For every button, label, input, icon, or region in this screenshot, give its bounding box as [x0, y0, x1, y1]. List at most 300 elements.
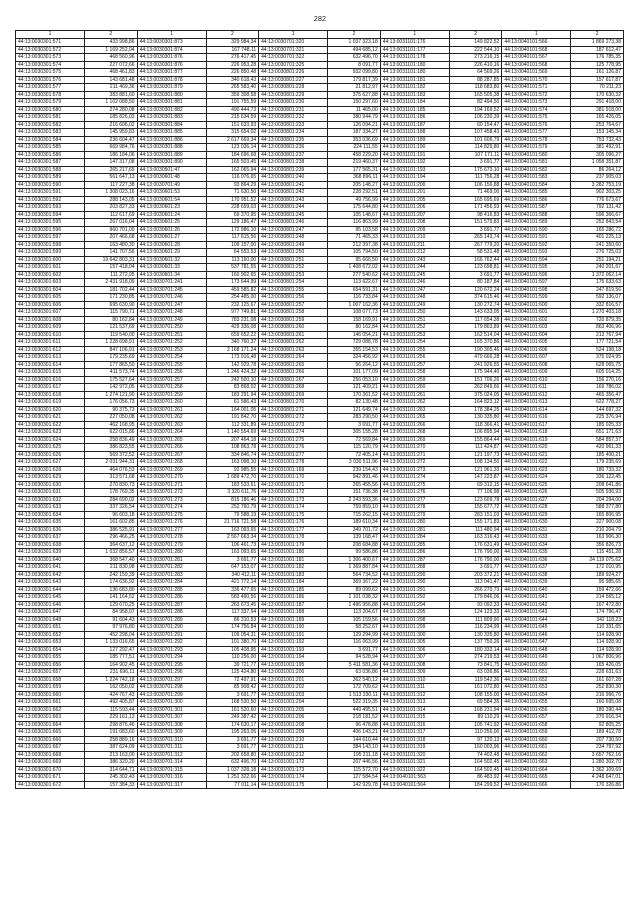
cadastral-value-cell: 165 286,72	[571, 226, 624, 234]
table-row	[16, 519, 624, 527]
cadastral-value-cell: 2 567 663,34	[206, 534, 259, 542]
cadastral-value-cell: 208 684,88	[328, 541, 381, 549]
cadastral-number-cell: 44:13:0040101:662	[502, 751, 571, 759]
table-row	[16, 496, 624, 504]
table-row	[16, 451, 624, 459]
cadastral-value-cell: 324 456,92	[328, 354, 381, 362]
cadastral-value-cell: 191 755,59	[206, 99, 259, 107]
cadastral-number-cell: 44:13:0040101:654	[502, 691, 571, 699]
cadastral-value-cell: 433 998,86	[85, 39, 138, 47]
cadastral-number-cell: 44:13:0030701:274	[137, 504, 206, 512]
cadastral-number-cell: 44:13:0030301:626	[16, 451, 85, 459]
cadastral-value-cell: 116 063,99	[328, 639, 381, 647]
table-row	[16, 399, 624, 407]
cadastral-value-cell: 194 169,52	[449, 106, 502, 114]
table-row	[16, 421, 624, 429]
cadastral-number-cell: 44:13:0030301:653	[16, 639, 85, 647]
cadastral-value-cell: 459 585,82	[206, 286, 259, 294]
table-row	[16, 46, 624, 54]
cadastral-number-cell: 44:13:0030701:263	[137, 421, 206, 429]
cadastral-number-cell: 44:13:0040101:659	[502, 729, 571, 737]
cadastral-number-cell: 44:13:0031101:178	[380, 54, 449, 62]
cadastral-number-cell: 44:13:0031101:249	[380, 301, 449, 309]
table-row	[16, 721, 624, 729]
cadastral-value-cell: 1 869 273,38	[571, 39, 624, 47]
cadastral-number-cell: 44:13:0030701:267	[137, 451, 206, 459]
cadastral-number-cell: 44:13:0030301:589	[16, 174, 85, 182]
page-number: 282	[313, 16, 327, 23]
cadastral-number-cell: 44:13:0040101:613	[502, 399, 571, 407]
cadastral-number-cell: 44:13:0031001:172	[259, 759, 328, 767]
cadastral-value-cell: 368 547,40	[85, 556, 138, 564]
cadastral-number-cell: 44:13:0040101:633	[502, 534, 571, 542]
cadastral-value-cell: 151 579,83	[449, 219, 502, 227]
cadastral-number-cell: 44:13:0030801:235	[259, 136, 328, 144]
cadastral-value-cell: 101 606,79	[449, 136, 502, 144]
cadastral-value-cell: 3 691,77	[449, 159, 502, 167]
cadastral-number-cell: 44:13:0031101:260	[380, 384, 449, 392]
cadastral-value-cell: 79 588,19	[206, 511, 259, 519]
cadastral-number-cell: 44:13:0040101:653	[502, 684, 571, 692]
cadastral-number-cell: 44:13:0031101:320	[380, 751, 449, 759]
cadastral-number-cell: 44:13:0040101:611	[502, 384, 571, 392]
cadastral-value-cell: 256 053,10	[328, 376, 381, 384]
cadastral-value-cell: 651 171,63	[571, 429, 624, 437]
cadastral-number-cell: 44:13:0040101:598	[502, 286, 571, 294]
cadastral-number-cell: 44:13:0031001:193	[259, 646, 328, 654]
cadastral-value-cell: 129 670,25	[85, 601, 138, 609]
table-row	[16, 526, 624, 534]
cadastral-value-cell: 106 156,88	[449, 181, 502, 189]
cadastral-value-cell: 569 372,52	[85, 451, 138, 459]
cadastral-number-cell: 44:13:0040101:649	[502, 654, 571, 662]
cadastral-number-cell: 44:13:0031101:309	[380, 669, 449, 677]
cadastral-number-cell: 44:13:0030301:882	[137, 106, 206, 114]
cadastral-value-cell: 97 120,13	[449, 736, 502, 744]
cadastral-value-cell: 247 819,56	[571, 286, 624, 294]
cadastral-value-cell: 164 001,05	[206, 406, 259, 414]
cadastral-value-cell: 1 270 403,18	[571, 309, 624, 317]
cadastral-value-cell: 214 565,12	[571, 594, 624, 602]
cadastral-number-cell: 44:13:0031001:273	[259, 421, 328, 429]
table-row	[16, 534, 624, 542]
cadastral-number-cell: 44:13:0031001:204	[259, 699, 328, 707]
cadastral-number-cell: 44:13:0031101:200	[380, 181, 449, 189]
cadastral-number-cell: 44:13:0031001:200	[259, 669, 328, 677]
cadastral-value-cell: 1 228 698,91	[85, 339, 138, 347]
cadastral-value-cell: 561 647,13	[85, 174, 138, 182]
cadastral-value-cell: 375 024,95	[571, 354, 624, 362]
cadastral-value-cell: 129 186,47	[206, 219, 259, 227]
cadastral-value-cell: 113 622,67	[328, 279, 381, 287]
cadastral-value-cell: 86 310,53	[206, 616, 259, 624]
cadastral-number-cell: 44:13:0030301:573	[16, 54, 85, 62]
cadastral-number-cell: 44:13:0030301:635	[16, 519, 85, 527]
cadastral-number-cell: 44:13:0031101:270	[380, 444, 449, 452]
cadastral-value-cell: 305 155,28	[328, 429, 381, 437]
cadastral-number-cell: 44:13:0030301:619	[16, 399, 85, 407]
column-header: 2	[206, 31, 259, 39]
cadastral-number-cell: 44:13:0040101:621	[502, 451, 571, 459]
cadastral-number-cell: 44:13:0030701:245	[137, 286, 206, 294]
cadastral-number-cell: 44:13:0031101:255	[380, 346, 449, 354]
cadastral-number-cell: 44:13:0030301:629	[16, 474, 85, 482]
table-row	[16, 759, 624, 767]
cadastral-number-cell: 44:13:0031001:202	[259, 684, 328, 692]
cadastral-number-cell: 44:13:0030301:880	[137, 91, 206, 99]
cadastral-number-cell: 44:13:0031001:172	[259, 489, 328, 497]
cadastral-value-cell: 19 642 803,31	[85, 256, 138, 264]
cadastral-number-cell: 44:13:0031001:189	[259, 616, 328, 624]
cadastral-value-cell: 369 367,22	[328, 579, 381, 587]
cadastral-number-cell: 44:13:0031101:295	[380, 609, 449, 617]
cadastral-value-cell: 189 924,27	[571, 571, 624, 579]
table-row	[16, 474, 624, 482]
table-row	[16, 226, 624, 234]
cadastral-number-cell: 44:13:0040101:624	[502, 474, 571, 482]
cadastral-value-cell: 783 231,08	[206, 316, 259, 324]
cadastral-value-cell: 106 895,94	[449, 429, 502, 437]
cadastral-number-cell: 44:13:0030801:268	[259, 384, 328, 392]
cadastral-value-cell: 164 502,45	[449, 766, 502, 774]
cadastral-number-cell: 44:13:0040101:574	[502, 106, 571, 114]
cadastral-value-cell: 155 864,44	[449, 436, 502, 444]
cadastral-value-cell: 374 615,46	[449, 294, 502, 302]
cadastral-value-cell: 336 477,65	[206, 586, 259, 594]
cadastral-value-cell: 180 390,44	[571, 706, 624, 714]
cadastral-number-cell: 44:13:0031101:201	[380, 189, 449, 197]
cadastral-value-cell: 632 496,70	[328, 54, 381, 62]
cadastral-number-cell: 44:13:0031101:272	[380, 459, 449, 467]
table-row	[16, 774, 624, 782]
cadastral-value-cell: 185 826,03	[85, 114, 138, 122]
cadastral-number-cell: 44:13:0040101:587	[502, 204, 571, 212]
cadastral-value-cell: 64 553,53	[206, 249, 259, 257]
cadastral-value-cell: 267 779,20	[449, 241, 502, 249]
cadastral-value-cell: 2 243 593,36	[328, 496, 381, 504]
cadastral-number-cell: 44:13:0031001:205	[259, 706, 328, 714]
cadastral-number-cell: 44:13:0040101:573	[502, 99, 571, 107]
cadastral-value-cell: 228 292,51	[328, 189, 381, 197]
cadastral-number-cell: 44:13:0040101:646	[502, 631, 571, 639]
cadastral-value-cell: 174 796,47	[571, 609, 624, 617]
table-row	[16, 436, 624, 444]
cadastral-value-cell: 174 756,84	[206, 624, 259, 632]
cadastral-value-cell: 332 816,57	[571, 301, 624, 309]
cadastral-number-cell: 44:13:0031001:182	[259, 564, 328, 572]
table-row	[16, 256, 624, 264]
cadastral-value-cell: 252 830,30	[571, 684, 624, 692]
cadastral-number-cell: 44:13:0030301:645	[16, 594, 85, 602]
cadastral-value-cell: 258 889,16	[85, 736, 138, 744]
cadastral-number-cell: 44:13:0030301:642	[16, 571, 85, 579]
cadastral-number-cell: 44:13:0030701:276	[137, 519, 206, 527]
cadastral-number-cell: 44:13:0031101:181	[380, 76, 449, 84]
cadastral-number-cell: 44:13:0030301:603	[16, 279, 85, 287]
cadastral-value-cell: 628 065,75	[571, 361, 624, 369]
cadastral-number-cell: 44:13:0030701:309	[137, 729, 206, 737]
cadastral-value-cell: 162 514,04	[449, 331, 502, 339]
cadastral-value-cell: 95 985,65	[571, 579, 624, 587]
cadastral-value-cell: 420 961,33	[571, 444, 624, 452]
cadastral-value-cell: 105 794,50	[328, 249, 381, 257]
cadastral-value-cell: 80 162,84	[85, 316, 138, 324]
cadastral-value-cell: 160 695,08	[571, 699, 624, 707]
cadastral-value-cell: 181 702,44	[85, 286, 138, 294]
cadastral-value-cell: 164 902,45	[85, 661, 138, 669]
cadastral-value-cell: 4 248 647,01	[571, 774, 624, 782]
cadastral-number-cell: 44:13:0030301:660	[16, 691, 85, 699]
cadastral-value-cell: 165 695,69	[449, 196, 502, 204]
cadastral-value-cell: 114 928,90	[571, 631, 624, 639]
cadastral-value-cell: 85 908,42	[206, 684, 259, 692]
cadastral-value-cell: 207 464,18	[206, 436, 259, 444]
cadastral-number-cell: 44:13:0030601:24	[137, 211, 206, 219]
cadastral-number-cell: 44:13:0040101:658	[502, 721, 571, 729]
table-row	[16, 571, 624, 579]
cadastral-value-cell: 105 159,56	[328, 616, 381, 624]
cadastral-value-cell: 151 706,26	[449, 376, 502, 384]
cadastral-value-cell: 150 297,60	[328, 99, 381, 107]
cadastral-number-cell: 44:13:0030701:296	[137, 669, 206, 677]
cadastral-number-cell: 44:13:0031101:193	[380, 166, 449, 174]
cadastral-number-cell: 44:13:0030701:279	[137, 541, 206, 549]
cadastral-value-cell: 942 891,46	[328, 474, 381, 482]
cadastral-number-cell: 44:13:0031101:322	[380, 766, 449, 774]
cadastral-number-cell: 44:13:0030701:257	[137, 376, 206, 384]
cadastral-number-cell: 44:13:0031101:298	[380, 616, 449, 624]
cadastral-value-cell: 632 496,70	[206, 759, 259, 767]
cadastral-value-cell: 172 010,95	[571, 564, 624, 572]
cadastral-value-cell: 212 397,38	[328, 241, 381, 249]
cadastral-value-cell: 176 056,73	[85, 399, 138, 407]
cadastral-number-cell: 44:13:0040101:666	[502, 781, 571, 789]
cadastral-number-cell: 44:13:0040101:619	[502, 436, 571, 444]
cadastral-value-cell: 178 769,35	[85, 489, 138, 497]
cadastral-number-cell: 44:13:0030301:878	[137, 76, 206, 84]
table-row	[16, 324, 624, 332]
cadastral-value-cell: 381 918,00	[571, 106, 624, 114]
cadastral-value-cell: 178 384,25	[449, 406, 502, 414]
cadastral-value-cell: 117 615,56	[206, 234, 259, 242]
cadastral-number-cell: 44:13:0031101:253	[380, 331, 449, 339]
cadastral-value-cell: 120 672,24	[449, 286, 502, 294]
cadastral-value-cell: 203 372,21	[449, 571, 502, 579]
cadastral-value-cell: 174 630,17	[206, 721, 259, 729]
cadastral-number-cell: 44:13:0030601:28	[137, 241, 206, 249]
cadastral-number-cell: 44:13:0030701:261	[137, 406, 206, 414]
cadastral-value-cell: 245 302,43	[85, 774, 138, 782]
cadastral-value-cell: 242 500,10	[206, 376, 259, 384]
cadastral-value-cell: 91 604,43	[85, 616, 138, 624]
cadastral-value-cell: 406 143,21	[328, 729, 381, 737]
table-row	[16, 106, 624, 114]
cadastral-value-cell: 274 280,08	[85, 106, 138, 114]
cadastral-value-cell: 729 088,78	[328, 339, 381, 347]
cadastral-number-cell: 44:13:0031101:185	[380, 106, 449, 114]
cadastral-value-cell: 187 612,47	[571, 46, 624, 54]
cadastral-number-cell: 44:13:0040101:568	[502, 46, 571, 54]
cadastral-number-cell: 44:13:0031101:313	[380, 699, 449, 707]
cadastral-value-cell: 207 446,56	[328, 759, 381, 767]
cadastral-value-cell: 234 797,92	[571, 744, 624, 752]
cadastral-number-cell: 44:13:0030701:310	[137, 736, 206, 744]
cadastral-number-cell: 44:13:0040101:618	[502, 429, 571, 437]
cadastral-value-cell: 157 384,33	[85, 781, 138, 789]
table-row	[16, 174, 624, 182]
cadastral-value-cell: 1 251 322,66	[206, 774, 259, 782]
table-row	[16, 166, 624, 174]
table-row	[16, 369, 624, 377]
cadastral-value-cell: 207 730,50	[571, 736, 624, 744]
cadastral-value-cell: 90 375,73	[85, 406, 138, 414]
cadastral-value-cell: 116 234,99	[449, 624, 502, 632]
cadastral-value-cell: 3 691,77	[449, 271, 502, 279]
cadastral-value-cell: 359 308,58	[206, 91, 259, 99]
cadastral-value-cell: 165 426,05	[571, 114, 624, 122]
cadastral-number-cell: 44:13:0031101:187	[380, 121, 449, 129]
cadastral-value-cell: 143 681,48	[85, 76, 138, 84]
cadastral-number-cell: 44:13:0030801:270	[259, 399, 328, 407]
cadastral-number-cell: 44:13:0030301:599	[16, 249, 85, 257]
cadastral-value-cell: 160 003,96	[449, 744, 502, 752]
cadastral-number-cell: 44:13:0031001:184	[259, 579, 328, 587]
cadastral-number-cell: 44:13:0040101:627	[502, 496, 571, 504]
cadastral-value-cell: 584 857,37	[571, 436, 624, 444]
cadastral-number-cell: 44:13:0030501:47	[137, 166, 206, 174]
cadastral-value-cell: 162 050,02	[85, 684, 138, 692]
cadastral-number-cell: 44:13:0030801:263	[259, 346, 328, 354]
table-row	[16, 766, 624, 774]
cadastral-number-cell: 44:13:0030801:242	[259, 189, 328, 197]
cadastral-value-cell: 368 896,11	[328, 174, 381, 182]
cadastral-number-cell: 44:13:0030301:586	[16, 151, 85, 159]
cadastral-number-cell: 44:13:0030301:881	[137, 99, 206, 107]
table-row	[16, 361, 624, 369]
cadastral-value-cell: 465 356,47	[571, 391, 624, 399]
cadastral-number-cell: 44:13:0030301:609	[16, 324, 85, 332]
cadastral-value-cell: 227 050,08	[85, 414, 138, 422]
table-row	[16, 376, 624, 384]
cadastral-value-cell: 208 641,86	[571, 481, 624, 489]
cadastral-number-cell: 44:13:0030701:286	[137, 594, 206, 602]
column-header: 1	[502, 31, 571, 39]
cadastral-number-cell: 44:13:0040101:567	[502, 54, 571, 62]
cadastral-number-cell: 44:13:0030301:607	[16, 309, 85, 317]
cadastral-value-cell: 170 326,86	[571, 781, 624, 789]
cadastral-number-cell: 44:13:0030301:576	[16, 76, 85, 84]
cadastral-value-cell: 213 767,94	[571, 331, 624, 339]
cadastral-value-cell: 159 472,66	[571, 586, 624, 594]
table-row	[16, 339, 624, 347]
cadastral-value-cell: 97 976,80	[85, 624, 138, 632]
cadastral-value-cell: 82 494,50	[449, 99, 502, 107]
cadastral-number-cell: 44:13:0031101:257	[380, 361, 449, 369]
cadastral-number-cell: 44:13:0040101:577	[502, 129, 571, 137]
cadastral-value-cell: 143 633,05	[449, 309, 502, 317]
cadastral-number-cell: 44:13:0040101:640	[502, 586, 571, 594]
cadastral-number-cell: 44:13:0031101:277	[380, 496, 449, 504]
cadastral-number-cell: 44:13:0040101:605	[502, 339, 571, 347]
cadastral-value-cell: 3 320 611,76	[206, 489, 259, 497]
table-row	[16, 594, 624, 602]
cadastral-number-cell: 44:13:0031101:319	[380, 744, 449, 752]
cadastral-value-cell: 249 387,42	[206, 714, 259, 722]
cadastral-value-cell: 69 584,35	[449, 699, 502, 707]
cadastral-value-cell: 142 929,78	[206, 361, 259, 369]
table-row	[16, 511, 624, 519]
cadastral-value-cell: 111 809,90	[449, 616, 502, 624]
cadastral-value-cell: 155 171,83	[449, 519, 502, 527]
cadastral-value-cell: 5 411 581,36	[328, 661, 381, 669]
cadastral-value-cell: 266 270,73	[449, 586, 502, 594]
cadastral-number-cell: 44:13:0031001:278	[259, 459, 328, 467]
cadastral-value-cell: 73 841,75	[449, 661, 502, 669]
cadastral-number-cell: 44:13:0031101:265	[380, 414, 449, 422]
cadastral-number-cell: 44:13:0031001:194	[259, 654, 328, 662]
cadastral-value-cell: 265 217,65	[85, 166, 138, 174]
cadastral-value-cell: 60 154,47	[449, 121, 502, 129]
cadastral-number-cell: 44:13:0030701:283	[137, 571, 206, 579]
table-row	[16, 144, 624, 152]
cadastral-number-cell: 44:13:0030801:244	[259, 204, 328, 212]
cadastral-value-cell: 273 216,15	[449, 54, 502, 62]
cadastral-number-cell: 44:13:0031101:321	[380, 759, 449, 767]
cadastral-number-cell: 44:13:0031101:177	[380, 46, 449, 54]
cadastral-value-cell: 92 805,25	[571, 721, 624, 729]
cadastral-value-cell: 115 572,70	[328, 766, 381, 774]
cadastral-number-cell: 44:13:0040101:639	[502, 579, 571, 587]
table-row	[16, 541, 624, 549]
cadastral-number-cell: 44:13:0040101:635	[502, 549, 571, 557]
column-header: 1	[16, 31, 85, 39]
table-row	[16, 414, 624, 422]
cadastral-value-cell: 847 106,91	[85, 346, 138, 354]
cadastral-number-cell: 44:13:0031001:181	[259, 556, 328, 564]
cadastral-value-cell: 164 823,12	[449, 399, 502, 407]
cadastral-number-cell: 44:13:0030701:250	[137, 324, 206, 332]
cadastral-number-cell: 44:13:0030801:264	[259, 354, 328, 362]
table-row	[16, 661, 624, 669]
cadastral-value-cell: 759 859,10	[328, 504, 381, 512]
cadastral-value-cell: 98 416,83	[449, 211, 502, 219]
cadastral-number-cell: 44:13:0030301:667	[16, 744, 85, 752]
cadastral-value-cell: 202 658,80	[206, 751, 259, 759]
cadastral-number-cell: 44:13:0031001:210	[259, 736, 328, 744]
cadastral-value-cell: 270 916,34	[571, 714, 624, 722]
cadastral-number-cell: 44:13:0030301:610	[16, 331, 85, 339]
cadastral-number-cell: 44:13:0031101:266	[380, 421, 449, 429]
cadastral-number-cell: 44:13:0030801:256	[259, 294, 328, 302]
cadastral-number-cell: 44:13:0040101:642	[502, 601, 571, 609]
cadastral-number-cell: 44:13:0031101:300	[380, 631, 449, 639]
cadastral-number-cell: 44:13:0030301:888	[137, 144, 206, 152]
cadastral-value-cell: 1 032 856,57	[85, 549, 138, 557]
cadastral-value-cell: 207 466,68	[85, 234, 138, 242]
cadastral-number-cell: 44:13:0030701:256	[137, 369, 206, 377]
cadastral-number-cell: 44:13:0040101:602	[502, 316, 571, 324]
cadastral-value-cell: 163 316,43	[449, 534, 502, 542]
cadastral-value-cell: 86 483,92	[449, 774, 502, 782]
cadastral-value-cell: 240 201,67	[571, 264, 624, 272]
cadastral-number-cell: 44:13:0040101:571	[502, 84, 571, 92]
table-row	[16, 444, 624, 452]
cadastral-value-cell: 165 505,38	[449, 91, 502, 99]
cadastral-number-cell: 44:13:0040101:648	[502, 646, 571, 654]
cadastral-number-cell: 44:13:0030801:259	[259, 316, 328, 324]
cadastral-number-cell: 44:13:0031101:211	[380, 241, 449, 249]
table-row	[16, 459, 624, 467]
